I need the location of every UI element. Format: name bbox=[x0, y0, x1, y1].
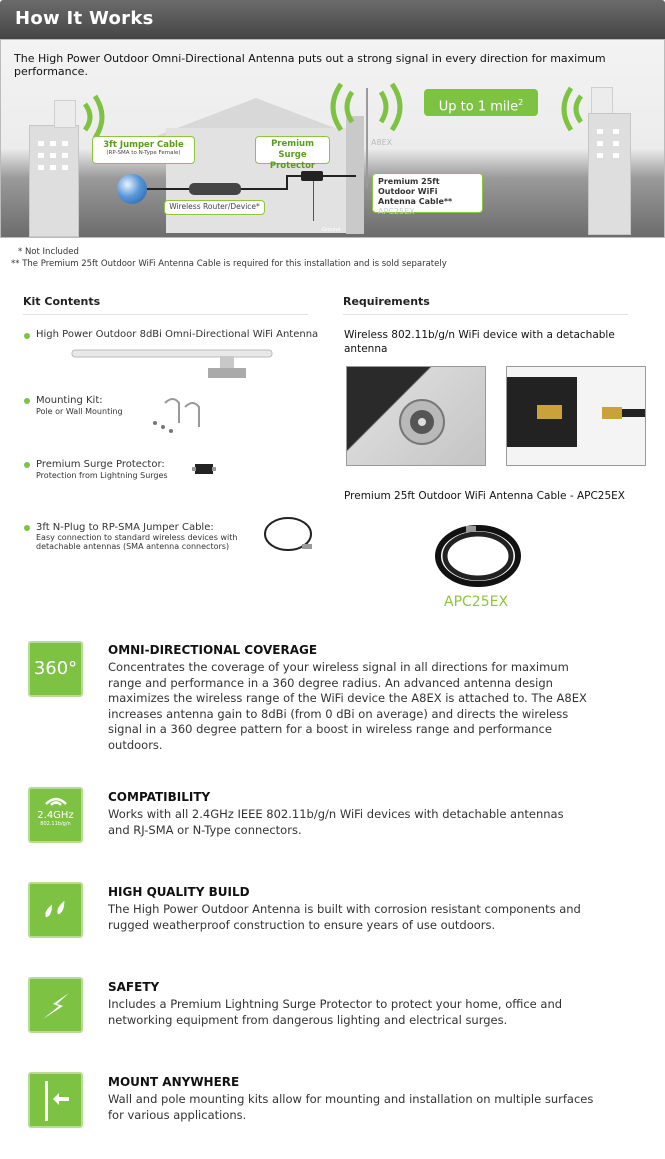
requirement-device: Wireless 802.11b/g/n WiFi device with a detachable antenna bbox=[344, 329, 615, 355]
lightning-bolt-icon bbox=[28, 977, 83, 1033]
kit-item-mounting: Mounting Kit: bbox=[36, 395, 103, 406]
range-badge: Up to 1 mile$^2$ bbox=[424, 89, 538, 116]
requirement-cable: Premium 25ft Outdoor WiFi Antenna Cable - APC25EX bbox=[344, 490, 625, 502]
kit-bullet bbox=[24, 525, 30, 531]
feature-title-build: HIGH QUALITY BUILD bbox=[108, 885, 250, 899]
wall-mount-icon bbox=[28, 1072, 83, 1128]
center-signal-icon bbox=[319, 76, 414, 138]
requirements-title: Requirements bbox=[343, 295, 430, 308]
kit-bullet bbox=[24, 398, 30, 404]
kit-contents-title: Kit Contents bbox=[23, 295, 101, 308]
router-surge-cable bbox=[241, 188, 286, 190]
rp-sma-connector-photo bbox=[506, 366, 646, 466]
left-building bbox=[29, 125, 79, 237]
jumper-cable-label: 3ft Jumper Cable (RP-SMA to N-Type Female) bbox=[92, 136, 195, 164]
kit-item-jumper-sub: Easy connection to standard wireless devices with detachable antennas (SMA antenna connectors) bbox=[36, 533, 238, 551]
antenna-cable-image bbox=[432, 520, 524, 590]
surge-protector-image bbox=[192, 460, 216, 478]
right-building bbox=[588, 113, 631, 235]
page-title: How It Works bbox=[15, 8, 154, 29]
kit-bullet bbox=[24, 462, 30, 468]
n-type-connector-photo bbox=[346, 366, 486, 466]
feature-body-build: The High Power Outdoor Antenna is built with corrosion resistant components and rugged weatherproof construction to ensure years of use outdoors. bbox=[108, 902, 581, 932]
outdoor-cable-label: Premium 25ft Outdoor WiFi Antenna Cable** APC25EX bbox=[372, 173, 483, 213]
feature-body-mount: Wall and pole mounting kits allow for mounting and installation on multiple surfaces for various applications. bbox=[108, 1092, 594, 1122]
apc25ex-label: APC25EX bbox=[444, 594, 509, 610]
left-panel-antenna bbox=[54, 100, 76, 128]
feature-title-mount: MOUNT ANYWHERE bbox=[108, 1075, 240, 1089]
360-degree-icon: 360° bbox=[28, 641, 83, 697]
feature-title-safety: SAFETY bbox=[108, 980, 160, 994]
kit-item-surge-sub: Protection from Lightning Surges bbox=[36, 471, 168, 480]
feature-title-coverage: OMNI-DIRECTIONAL COVERAGE bbox=[108, 643, 318, 657]
surge-protector-label: Premium Surge Protector bbox=[255, 136, 330, 164]
feature-body-compatibility: Works with all 2.4GHz IEEE 802.11b/g/n WiFi devices with detachable antennas and RJ-SMA or N-Type connectors. bbox=[108, 807, 564, 837]
antenna-model-label: A8EX bbox=[371, 138, 393, 147]
how-it-works-header bbox=[0, 0, 665, 39]
feature-body-safety: Includes a Premium Lightning Surge Protector to protect your home, office and networking equipment from dangerous lighting and electrical surges. bbox=[108, 997, 563, 1027]
kit-bullet bbox=[24, 333, 30, 339]
wifi-2-4ghz-icon: 2.4GHz 802.11b/g/n bbox=[28, 787, 83, 843]
omni-antenna-image bbox=[70, 346, 285, 382]
feature-title-compatibility: COMPATIBILITY bbox=[108, 790, 211, 804]
globe-router-cable bbox=[147, 188, 189, 190]
router-surge-cable-vertical bbox=[286, 176, 288, 190]
installation-diagram bbox=[0, 39, 665, 238]
ground-wire bbox=[313, 181, 314, 221]
diagram-intro: The High Power Outdoor Omni-Directional Antenna puts out a strong signal in every direction for maximum performance. bbox=[14, 52, 606, 78]
ground-label: Ground bbox=[322, 227, 341, 233]
router-label: Wireless Router/Device* bbox=[164, 200, 265, 215]
router-icon bbox=[189, 183, 241, 195]
footnotes bbox=[11, 246, 447, 270]
internet-globe-icon bbox=[117, 174, 147, 204]
kit-item-mounting-sub: Pole or Wall Mounting bbox=[36, 407, 123, 416]
kit-item-antenna: High Power Outdoor 8dBi Omni-Directional WiFi Antenna bbox=[36, 329, 319, 340]
jumper-cable-image bbox=[262, 514, 314, 556]
mounting-kit-image bbox=[145, 395, 210, 437]
feature-body-coverage: Concentrates the coverage of your wireless signal in all directions for maximum range and performance in a 360 degree radius. An advanced antenna design maximizes the wireless range of the WiFi device the A8EX is attached to. The A8EX increases antenna gain to 8dBi (from 0 dBi on average) and directs the wireless signal in a 360 degree pattern for a boost in wireless range and performance outdoors. bbox=[108, 660, 587, 752]
left-signal-icon bbox=[81, 92, 113, 142]
requirements-divider bbox=[343, 314, 628, 315]
kit-item-surge: Premium Surge Protector: bbox=[36, 459, 165, 470]
right-signal-icon bbox=[553, 84, 585, 134]
kit-item-jumper: 3ft N-Plug to RP-SMA Jumper Cable: bbox=[36, 522, 214, 533]
surge-protector-icon bbox=[301, 171, 323, 181]
footnote-not-included: * Not Included bbox=[18, 247, 79, 257]
kit-contents-divider bbox=[23, 314, 308, 315]
water-drops-icon bbox=[28, 882, 83, 938]
footnote-cable: ** The Premium 25ft Outdoor WiFi Antenna Cable is required for this installation and is sold separately bbox=[11, 259, 447, 269]
